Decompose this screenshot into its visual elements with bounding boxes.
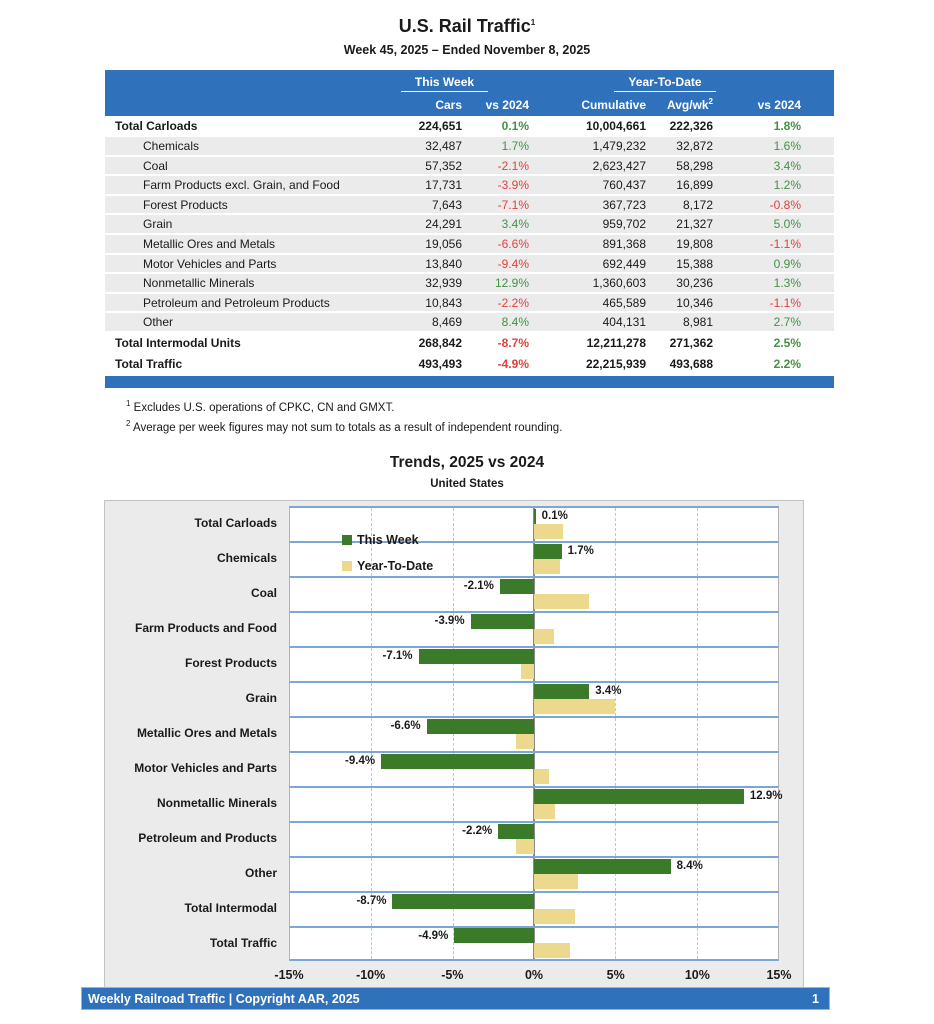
cell-thisweek-vs2024: -2.1% — [497, 158, 529, 173]
cell-avg-per-week: 21,327 — [676, 217, 713, 232]
cell-cumulative: 891,368 — [602, 236, 646, 251]
bar-year-to-date — [534, 629, 554, 644]
bar-year-to-date — [521, 664, 534, 679]
row-label: Forest Products — [143, 197, 228, 212]
gridline — [371, 718, 372, 751]
footer-page-number: 1 — [812, 991, 819, 1006]
x-axis-tick-label: -15% — [274, 967, 304, 982]
table-row — [105, 294, 834, 314]
chart-band — [289, 716, 779, 751]
bar-year-to-date — [534, 524, 563, 539]
cell-avg-per-week: 58,298 — [676, 158, 713, 173]
cell-cumulative: 959,702 — [602, 217, 646, 232]
page-subtitle: Week 45, 2025 – Ended November 8, 2025 — [343, 43, 591, 57]
bar-value-label: -7.1% — [382, 649, 413, 662]
cell-cumulative: 760,437 — [602, 178, 646, 193]
chart-category-label: Total Carloads — [194, 515, 277, 530]
cell-ytd-vs2024: 2.7% — [773, 315, 801, 330]
bar-this-week — [498, 824, 534, 839]
bar-year-to-date — [534, 804, 555, 819]
cell-avg-per-week: 16,899 — [676, 178, 713, 193]
cell-cars: 17,731 — [425, 178, 462, 193]
gridline — [697, 683, 698, 716]
cell-thisweek-vs2024: 1.7% — [501, 139, 529, 153]
cell-thisweek-vs2024: -3.9% — [497, 178, 529, 193]
title-footnote-marker: 1 — [530, 18, 536, 27]
gridline — [371, 858, 372, 891]
traffic-table — [105, 70, 834, 388]
chart-category-label: Farm Products and Food — [134, 620, 277, 635]
gridline — [371, 928, 372, 959]
cell-ytd-vs2024: 2.2% — [773, 356, 801, 371]
table-row — [105, 137, 834, 157]
legend-swatch-icon — [342, 561, 352, 571]
cell-thisweek-vs2024: -9.4% — [497, 256, 529, 271]
chart-band — [289, 926, 779, 961]
gridline — [453, 858, 454, 891]
gridline — [453, 683, 454, 716]
cell-cumulative: 692,449 — [602, 256, 646, 271]
bar-value-label: 3.4% — [595, 684, 622, 697]
row-label: Motor Vehicles and Parts — [143, 256, 277, 271]
bar-year-to-date — [516, 734, 534, 749]
bar-year-to-date — [534, 909, 575, 924]
table-row — [105, 157, 834, 177]
cell-cars: 32,487 — [425, 139, 462, 153]
cell-avg-per-week: 222,326 — [669, 119, 713, 133]
chart-category-label: Coal — [250, 585, 277, 600]
cell-ytd-vs2024: -1.1% — [769, 295, 801, 310]
row-label: Total Carloads — [115, 119, 198, 133]
group-header-ytd: Year-To-Date — [529, 75, 801, 94]
gridline — [615, 928, 616, 959]
bar-this-week — [500, 579, 534, 594]
col-header-avgwk: Avg/$wk^2$ — [666, 97, 713, 112]
chart-legend — [342, 527, 433, 579]
gridline — [615, 543, 616, 576]
bar-this-week — [419, 649, 534, 664]
bar-value-label: -8.7% — [356, 894, 387, 907]
chart-row — [105, 611, 779, 646]
gridline — [371, 578, 372, 611]
row-label: Petroleum and Petroleum Products — [143, 295, 330, 310]
cell-cars: 493,493 — [418, 356, 462, 371]
gridline — [697, 823, 698, 856]
chart-plot-area — [105, 506, 783, 961]
cell-thisweek-vs2024: -7.1% — [497, 197, 529, 212]
bar-value-label: -9.4% — [345, 754, 376, 767]
bar-this-week — [471, 614, 534, 629]
bar-this-week — [534, 684, 589, 699]
footer-text: Weekly Railroad Traffic | Copyright AAR, 2025 — [88, 991, 360, 1006]
cell-cumulative: 12,211,278 — [586, 335, 646, 350]
gridline — [453, 823, 454, 856]
cell-cars: 13,840 — [425, 256, 462, 271]
bar-year-to-date — [534, 943, 570, 958]
gridline — [615, 648, 616, 681]
group-header-this-week: This Week — [360, 75, 529, 94]
cell-cars: 24,291 — [425, 217, 462, 232]
gridline — [453, 578, 454, 611]
table-body — [105, 116, 834, 375]
cell-ytd-vs2024: 0.9% — [773, 256, 801, 271]
chart-row — [105, 786, 783, 821]
gridline — [697, 648, 698, 681]
footnote: $^1$ Excludes U.S. operations of CPKC, CN and GMXT. — [126, 398, 395, 414]
bar-this-week — [427, 719, 534, 734]
bar-year-to-date — [534, 559, 560, 574]
chart-row — [105, 646, 779, 681]
gridline — [697, 613, 698, 646]
cell-ytd-vs2024: -1.1% — [769, 236, 801, 251]
cell-cumulative: 22,215,939 — [585, 356, 646, 371]
x-axis — [274, 963, 792, 987]
gridline — [697, 508, 698, 541]
bar-this-week — [454, 928, 534, 943]
chart-subtitle: United States — [430, 477, 504, 490]
bar-year-to-date — [534, 769, 549, 784]
table-header — [105, 70, 834, 116]
footnote: $^2$ Average per week figures may not sum to totals as a result of independent rounding. — [126, 418, 563, 434]
cell-ytd-vs2024: 1.2% — [773, 178, 801, 193]
chart-band — [289, 821, 779, 856]
gridline — [453, 543, 454, 576]
bar-this-week — [534, 509, 536, 524]
cell-thisweek-vs2024: -4.9% — [497, 356, 529, 371]
cell-cumulative: 1,360,603 — [592, 276, 646, 291]
table-row — [105, 274, 834, 294]
table-row — [105, 333, 834, 354]
cell-ytd-vs2024: 5.0% — [773, 217, 801, 232]
chart-category-label: Grain — [245, 690, 277, 705]
cell-cars: 32,939 — [425, 276, 462, 291]
cell-thisweek-vs2024: 3.4% — [501, 217, 529, 232]
gridline — [371, 613, 372, 646]
cell-cumulative: 2,623,427 — [592, 158, 646, 173]
gridline — [615, 718, 616, 751]
cell-ytd-vs2024: 3.4% — [773, 158, 801, 173]
cell-avg-per-week: 8,981 — [682, 315, 713, 330]
chart-row — [105, 891, 779, 926]
legend-item: This Week — [342, 527, 433, 553]
cell-avg-per-week: 30,236 — [676, 276, 713, 291]
bar-value-label: -3.9% — [434, 614, 465, 627]
cell-avg-per-week: 19,808 — [676, 236, 713, 251]
cell-cars: 7,643 — [431, 197, 462, 212]
col-header-ytd-vs2024: vs 2024 — [757, 97, 801, 112]
cell-thisweek-vs2024: -6.6% — [497, 236, 529, 251]
bar-value-label: -6.6% — [390, 719, 421, 732]
bar-year-to-date — [534, 699, 615, 714]
cell-thisweek-vs2024: 8.4% — [501, 315, 529, 330]
cell-avg-per-week: 32,872 — [676, 139, 713, 153]
cell-ytd-vs2024: 1.3% — [773, 276, 801, 291]
legend-swatch-icon — [342, 535, 352, 545]
cell-cumulative: 1,479,232 — [592, 139, 646, 153]
chart-band — [289, 646, 779, 681]
cell-avg-per-week: 271,362 — [669, 335, 713, 350]
table-row — [105, 215, 834, 235]
chart-category-label: Total Intermodal — [184, 900, 277, 915]
cell-cars: 57,352 — [425, 158, 462, 173]
gridline — [615, 753, 616, 786]
chart-row — [105, 751, 779, 786]
gridline — [453, 788, 454, 821]
footnotes — [126, 399, 934, 434]
gridline — [615, 613, 616, 646]
chart-row — [105, 716, 779, 751]
table-row — [105, 313, 834, 333]
table-row — [105, 196, 834, 216]
chart-row — [105, 506, 779, 541]
row-label: Total Traffic — [115, 356, 183, 371]
cell-thisweek-vs2024: -2.2% — [497, 295, 529, 310]
trends-bar-chart — [104, 500, 804, 992]
chart-row — [105, 856, 779, 891]
row-label: Other — [143, 315, 174, 330]
gridline — [371, 823, 372, 856]
table-row — [105, 235, 834, 255]
row-label: Coal — [143, 158, 168, 173]
bar-year-to-date — [534, 874, 578, 889]
cell-avg-per-week: 15,388 — [676, 256, 713, 271]
cell-ytd-vs2024: 1.6% — [773, 139, 801, 153]
x-axis-tick-label: 15% — [766, 967, 792, 982]
gridline — [371, 683, 372, 716]
chart-category-label: Petroleum and Products — [138, 830, 277, 845]
gridline — [615, 893, 616, 926]
chart-band — [289, 891, 779, 926]
chart-band — [289, 786, 783, 821]
gridline — [697, 928, 698, 959]
cell-thisweek-vs2024: -8.7% — [497, 335, 529, 350]
cell-thisweek-vs2024: 0.1% — [501, 119, 529, 133]
table-bottom-bar — [105, 376, 834, 388]
chart-band — [289, 611, 779, 646]
gridline — [615, 578, 616, 611]
chart-band — [289, 856, 779, 891]
gridline — [453, 508, 454, 541]
gridline — [371, 648, 372, 681]
page-title: U.S. Rail Traffic$^1$ — [398, 16, 536, 36]
cell-avg-per-week: 10,346 — [676, 295, 713, 310]
bar-this-week — [534, 859, 671, 874]
table-row — [105, 354, 834, 375]
bar-this-week — [381, 754, 534, 769]
cell-cumulative: 404,131 — [602, 315, 646, 330]
chart-category-label: Nonmetallic Minerals — [156, 795, 277, 810]
cell-ytd-vs2024: -0.8% — [769, 197, 801, 212]
chart-category-label: Forest Products — [184, 655, 277, 670]
bar-year-to-date — [516, 839, 534, 854]
bar-this-week — [534, 544, 562, 559]
gridline — [697, 753, 698, 786]
bar-value-label: 8.4% — [676, 859, 703, 872]
row-label: Nonmetallic Minerals — [143, 276, 255, 291]
bar-year-to-date — [534, 594, 589, 609]
cell-cars: 19,056 — [425, 236, 462, 251]
bar-this-week — [534, 789, 744, 804]
bar-value-label: -4.9% — [418, 929, 449, 942]
col-header-cars: Cars — [435, 97, 462, 112]
gridline — [697, 578, 698, 611]
cell-cumulative: 465,589 — [602, 295, 646, 310]
gridline — [697, 543, 698, 576]
bar-value-label: 1.7% — [567, 544, 594, 557]
row-label: Chemicals — [143, 139, 200, 153]
legend-item: Year-To-Date — [342, 553, 433, 579]
cell-cumulative: 367,723 — [602, 197, 646, 212]
table-row — [105, 176, 834, 196]
bar-value-label: -2.1% — [463, 579, 494, 592]
cell-cars: 8,469 — [431, 315, 462, 330]
chart-row — [105, 821, 779, 856]
x-axis-tick-label: 10% — [684, 967, 710, 982]
gridline — [371, 788, 372, 821]
cell-thisweek-vs2024: 12.9% — [494, 276, 529, 291]
cell-cars: 268,842 — [418, 335, 462, 350]
x-axis-tick-label: 0% — [524, 967, 544, 982]
row-label: Total Intermodal Units — [115, 335, 241, 350]
chart-row — [105, 541, 779, 576]
bar-value-label: -2.2% — [462, 824, 493, 837]
cell-cumulative: 10,004,661 — [585, 119, 646, 133]
row-label: Grain — [143, 217, 173, 232]
cell-ytd-vs2024: 1.8% — [773, 119, 801, 133]
row-label: Farm Products excl. Grain, and Food — [143, 178, 340, 193]
chart-category-label: Metallic Ores and Metals — [136, 725, 277, 740]
cell-ytd-vs2024: 2.5% — [773, 335, 801, 350]
bar-value-label: 0.1% — [541, 509, 568, 522]
chart-category-label: Total Traffic — [209, 935, 277, 950]
chart-band — [289, 681, 779, 716]
cell-cars: 10,843 — [425, 295, 462, 310]
gridline — [697, 893, 698, 926]
x-axis-tick-label: -10% — [356, 967, 386, 982]
table-row — [105, 116, 834, 137]
chart-title: Trends, 2025 vs 2024 — [389, 453, 545, 471]
gridline — [615, 823, 616, 856]
bar-value-label: 12.9% — [749, 789, 783, 802]
chart-row — [105, 576, 779, 611]
chart-row — [105, 926, 779, 961]
chart-band — [289, 751, 779, 786]
cell-cars: 224,651 — [418, 119, 462, 133]
row-label: Metallic Ores and Metals — [143, 236, 276, 251]
chart-band — [289, 576, 779, 611]
page-footer — [81, 987, 830, 1010]
x-axis-tick-label: 5% — [606, 967, 625, 982]
cell-avg-per-week: 493,688 — [669, 356, 713, 371]
chart-category-label: Chemicals — [216, 550, 277, 565]
cell-avg-per-week: 8,172 — [682, 197, 713, 212]
table-row — [105, 255, 834, 275]
gridline — [615, 508, 616, 541]
bar-this-week — [392, 894, 534, 909]
gridline — [697, 718, 698, 751]
col-header-cumulative: Cumulative — [581, 97, 646, 112]
chart-category-label: Motor Vehicles and Parts — [134, 760, 277, 775]
col-header-tw-vs2024: vs 2024 — [485, 97, 529, 112]
chart-row — [105, 681, 779, 716]
x-axis-tick-label: -5% — [441, 967, 464, 982]
chart-category-label: Other — [244, 865, 277, 880]
